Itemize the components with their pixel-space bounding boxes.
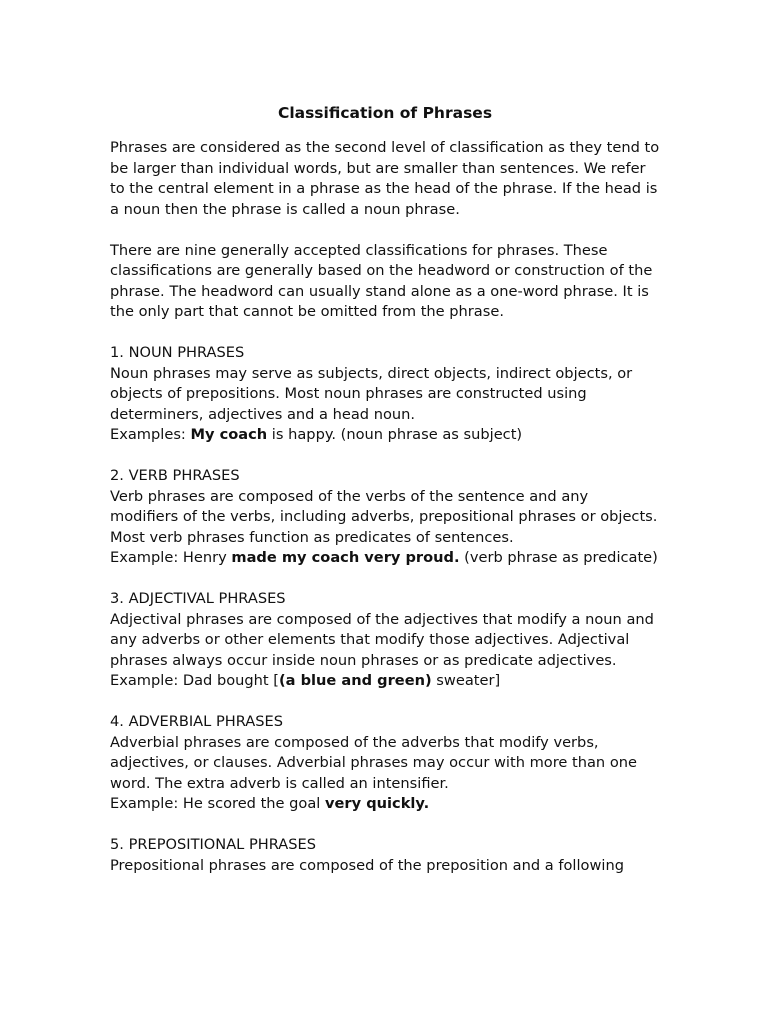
section-body: Adjectival phrases are composed of the adjectives that modify a noun and any adverbs or other elements that modify those adjectives. Adjectival phrases always occur inside noun phrases or as predicate adjectives. [110, 610, 654, 669]
example-prefix: Examples: [110, 426, 191, 443]
section-heading: 2. VERB PHRASES [110, 467, 240, 484]
section-heading: 4. ADVERBIAL PHRASES [110, 713, 283, 730]
section-adjectival-phrases [110, 589, 660, 692]
example-prefix: Example: Henry [110, 549, 232, 566]
section-heading: 1. NOUN PHRASES [110, 344, 245, 361]
example-prefix: Example: Dad bought [ [110, 672, 279, 689]
section-noun-phrases [110, 343, 660, 446]
section-heading: 3. ADJECTIVAL PHRASES [110, 590, 286, 607]
example-highlight: made my coach very proud. [231, 549, 460, 566]
section-adverbial-phrases [110, 712, 660, 815]
intro-paragraph-2: There are nine generally accepted classifications for phrases. These classifications are generally based on the headword or construction of the phrase. The headword can usually stand alone as a one-word phrase. It is the only part that cannot be omitted from the phrase. [110, 241, 653, 320]
section-example [110, 548, 660, 569]
section-verb-phrases [110, 466, 660, 569]
section-body: Adverbial phrases are composed of the adverbs that modify verbs, adjectives, or clauses. Adverbial phrases may occur with more than one word. The extra adverb is called an intensifier. [110, 733, 637, 792]
example-highlight: My coach [190, 426, 268, 443]
section-body: Prepositional phrases are composed of the preposition and a following [110, 856, 624, 874]
example-highlight: very quickly. [325, 795, 430, 812]
example-suffix: sweater] [431, 672, 501, 689]
document-page [110, 102, 660, 897]
example-highlight: (a blue and green) [278, 672, 432, 689]
section-body: Verb phrases are composed of the verbs of the sentence and any modifiers of the verbs, including adverbs, prepositional phrases or objects. Most verb phrases function as predicates of sentences. [110, 487, 658, 546]
section-example [110, 425, 660, 446]
section-prepositional-phrases [110, 835, 660, 876]
section-example [110, 794, 660, 815]
example-suffix: (verb phrase as predicate) [459, 549, 658, 566]
example-suffix: is happy. (noun phrase as subject) [267, 426, 523, 443]
section-body: Noun phrases may serve as subjects, direct objects, indirect objects, or objects of prepositions. Most noun phrases are constructed using determiners, adjectives and a head noun. [110, 364, 633, 423]
section-example [110, 671, 660, 692]
section-heading: 5. PREPOSITIONAL PHRASES [110, 836, 317, 853]
intro-paragraph-1: Phrases are considered as the second level of classification as they tend to be larger than individual words, but are smaller than sentences. We refer to the central element in a phrase as the head of the phrase. If the head is a noun then the phrase is called a noun phrase. [110, 139, 660, 218]
example-prefix: Example: He scored the goal [110, 795, 325, 812]
document-title: Classification of Phrases [277, 104, 493, 122]
